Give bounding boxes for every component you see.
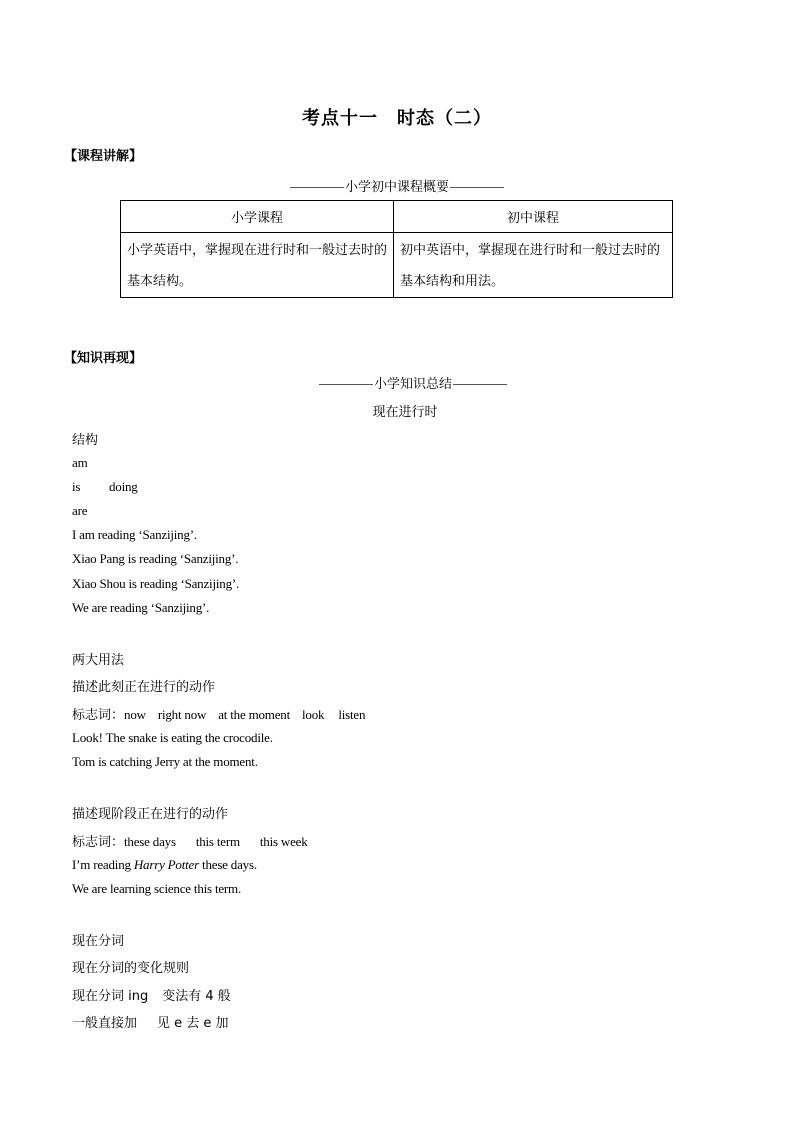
divider-line-right (453, 384, 507, 385)
structure-doing: doing (109, 479, 138, 494)
usage-label: 两大用法 (72, 653, 125, 668)
structure-example: Xiao Shou is reading ‘Sanzijing’. (72, 576, 240, 591)
rule-text: 现在分词 ing (72, 989, 149, 1004)
table-header-row (121, 201, 673, 233)
table-header-junior: 初中课程 (394, 201, 673, 233)
usage-1-signal-line (72, 704, 365, 723)
structure-example: We are reading ‘Sanzijing’. (72, 600, 210, 615)
signal-word: listen (338, 707, 366, 722)
subtitle-present-continuous: 现在进行时 (372, 405, 438, 420)
structure-example: I am reading ‘Sanzijing’. (72, 527, 197, 542)
signal-label: 标志词： (72, 835, 125, 850)
signal-word: look (302, 707, 325, 722)
usage-2-example: We are learning science this term. (72, 881, 242, 896)
signal-word: these days (124, 834, 176, 849)
participle-label: 现在分词 (72, 934, 125, 949)
table-cell-primary: 小学英语中，掌握现在进行时和一般过去时的基本结构。 (121, 233, 394, 298)
example-text: these days. (198, 857, 257, 872)
rule-text: 见 e 去 e 加 (157, 1016, 229, 1031)
usage-1-example: Look! The snake is eating the crocodile. (72, 730, 273, 745)
signal-word: this week (259, 834, 308, 849)
rule-text: 变法有 4 般 (162, 989, 231, 1004)
participle-rule-line (72, 985, 231, 1004)
structure-is: is (72, 479, 81, 494)
structure-example: Xiao Pang is reading ‘Sanzijing’. (72, 551, 239, 566)
table-header-primary: 小学课程 (121, 201, 394, 233)
divider-line-left (290, 187, 344, 188)
course-divider (0, 176, 794, 195)
divider-line-right (450, 187, 504, 188)
table-row (121, 233, 673, 298)
usage-2-example (72, 857, 257, 873)
participle-rules-title: 现在分词的变化规则 (72, 961, 190, 976)
signal-word: at the moment (218, 707, 290, 722)
usage-2-title: 描述现阶段正在进行的动作 (72, 807, 229, 822)
signal-word: this term (195, 834, 240, 849)
page-title: 考点十一 时态（二） (302, 108, 492, 129)
divider-line-left (319, 384, 373, 385)
section-heading-review: 【知识再现】 (64, 351, 143, 366)
signal-word: now (124, 707, 146, 722)
usage-2-signal-line (72, 831, 308, 850)
structure-are: are (72, 503, 88, 518)
signal-label: 标志词： (72, 708, 125, 723)
usage-1-example: Tom is catching Jerry at the moment. (72, 754, 258, 769)
participle-rule-line (72, 1012, 229, 1031)
structure-am: am (72, 455, 88, 470)
course-summary-table (120, 200, 673, 298)
example-text: I’m reading (72, 857, 134, 872)
review-divider-label: 小学知识总结 (373, 377, 452, 392)
review-divider (16, 373, 794, 392)
book-title: Harry Potter (133, 857, 199, 872)
signal-word: right now (157, 707, 207, 722)
section-heading-course: 【课程讲解】 (64, 149, 143, 164)
course-divider-label: 小学初中课程概要 (344, 180, 449, 195)
rule-text: 一般直接加 (72, 1016, 138, 1031)
table-cell-junior: 初中英语中，掌握现在进行时和一般过去时的基本结构和用法。 (394, 233, 673, 298)
structure-label: 结构 (72, 433, 99, 448)
usage-1-title: 描述此刻正在进行的动作 (72, 680, 216, 695)
